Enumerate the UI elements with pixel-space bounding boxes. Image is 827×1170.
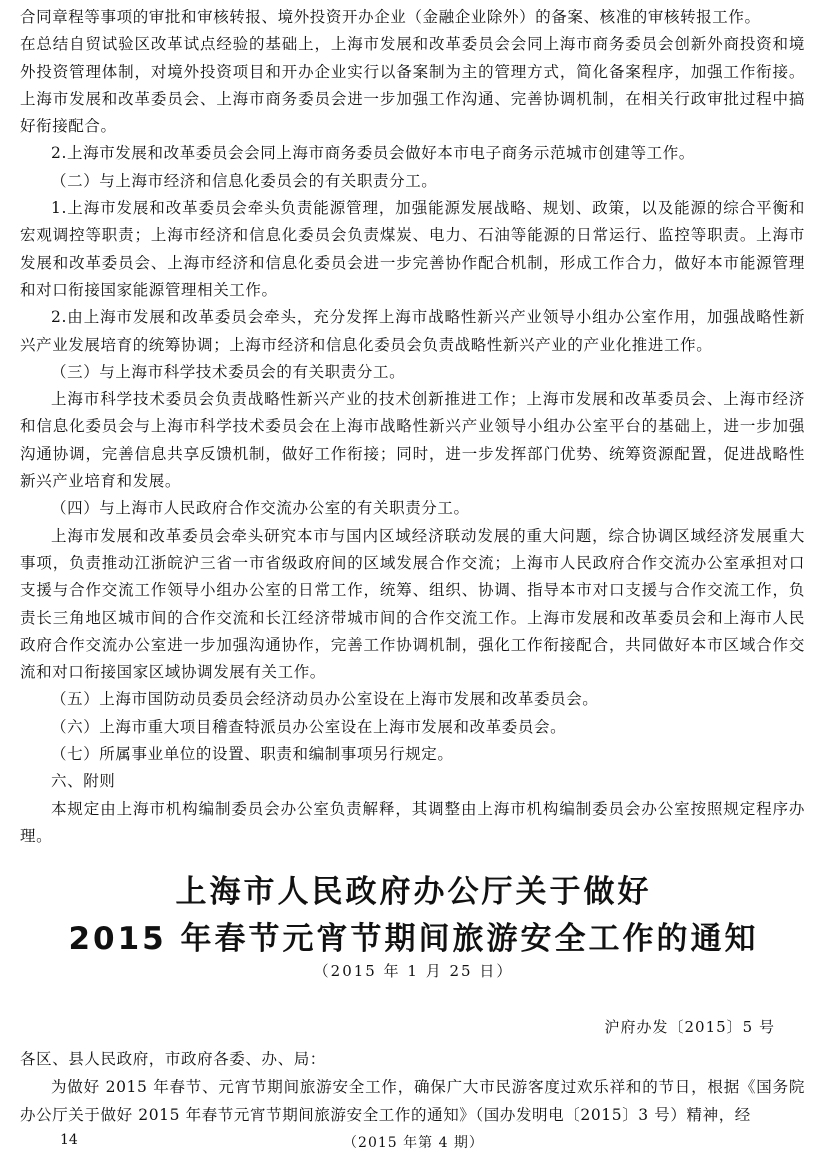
paragraph: 2.上海市发展和改革委员会会同上海市商务委员会做好本市电子商务示范城市创建等工作。 [51,144,695,163]
notice-title-line-1: 上海市人民政府办公厅关于做好 [175,874,652,910]
paragraph: 1.上海市发展和改革委员会牵头负责能源管理，加强能源发展战略、规划、政策，以及能源的综合平衡和宏观调控等职责；上海市经济和信息化委员会负责煤炭、电力、石油等能源的日常运行、监控等职责。上海市发展和改革委员会、上海市经济和信息化委员会进一步完善协作配合机制，形成工作合力，做好本市能源管理和对口衔接国家能源管理相关工作。 [20,199,805,299]
page-footer [0,1132,827,1156]
regulation-body [0,4,827,850]
paragraph: 为做好 2015 年春节、元宵节期间旅游安全工作，确保广大市民游客度过欢乐祥和的节日，根据《国务院办公厅关于做好 2015 年春节元宵节期间旅游安全工作的通知》（国办发明电〔2015〕3 号）精神，经 [20,1078,805,1124]
addressee: 各区、县人民政府，市政府各委、办、局： [20,1050,326,1068]
section-heading: （五）上海市国防动员委员会经济动员办公室设在上海市发展和改革委员会。 [51,690,599,709]
section-heading: （七）所属事业单位的设置、职责和编制事项另行规定。 [51,745,454,764]
issue-label: （2015 年第 4 期） [343,1135,484,1151]
section-heading: （二）与上海市经济和信息化委员会的有关职责分工。 [51,171,438,190]
notice-body [0,1045,827,1129]
notice-title-line-2: 2015 年春节元宵节期间旅游安全工作的通知 [68,921,759,957]
section-heading: （四）与上海市人民政府合作交流办公室的有关职责分工。 [51,499,470,518]
paragraph: 本规定由上海市机构编制委员会办公室负责解释，其调整由上海市机构编制委员会办公室按照规定程序办理。 [20,799,805,845]
chapter-heading: 六、附则 [51,772,116,791]
page-number: 14 [60,1132,78,1148]
section-heading: （六）上海市重大项目稽查特派员办公室设在上海市发展和改革委员会。 [51,717,567,736]
paragraph: 上海市科学技术委员会负责战略性新兴产业的技术创新推进工作；上海市发展和改革委员会、上海市经济和信息化委员会与上海市科学技术委员会在上海市战略性新兴产业领导小组办公室平台的基础上，进一步加强沟通协调，完善信息共享反馈机制，做好工作衔接；同时，进一步发挥部门优势、统筹资源配置，促进战略性新兴产业培育和发展。 [20,390,805,491]
paragraph: 2.由上海市发展和改革委员会牵头，充分发挥上海市战略性新兴产业领导小组办公室作用，加强战略性新兴产业发展培育的统筹协调；上海市经济和信息化委员会负责战略性新兴产业的产业化推进工作。 [20,308,805,354]
section-heading: （三）与上海市科学技术委员会的有关职责分工。 [51,362,406,381]
paragraph: 在总结自贸试验区改革试点经验的基础上，上海市发展和改革委员会会同上海市商务委员会创新外商投资和境外投资管理体制，对境外投资项目和开办企业实行以备案制为主的管理方式，简化备案程序，加强工作衔接。上海市发展和改革委员会、上海市商务委员会进一步加强工作沟通、完善协调机制，在相关行政审批过程中搞好衔接配合。 [20,35,805,136]
notice-date: （2015 年 1 月 25 日） [313,962,514,980]
document-number: 沪府办发〔2015〕5 号 [604,1018,775,1036]
paragraph: 合同章程等事项的审批和审核转报、境外投资开办企业（金融企业除外）的备案、核准的审核转报工作。 [20,8,761,26]
paragraph: 上海市发展和改革委员会牵头研究本市与国内区域经济联动发展的重大问题，综合协调区域经济发展重大事项，负责推动江浙皖沪三省一市省级政府间的区域发展合作交流；上海市人民政府合作交流办公室承担对口支援与合作交流工作领导小组办公室的日常工作，统筹、组织、协调、指导本市对口支援与合作交流工作，负责长三角地区城市间的合作交流和长江经济带城市间的合作交流工作。上海市发展和改革委员会和上海市人民政府合作交流办公室进一步加强沟通协作，完善工作协调机制，强化工作衔接配合，共同做好本市区域合作交流和对口衔接国家区域协调发展有关工作。 [20,526,805,682]
